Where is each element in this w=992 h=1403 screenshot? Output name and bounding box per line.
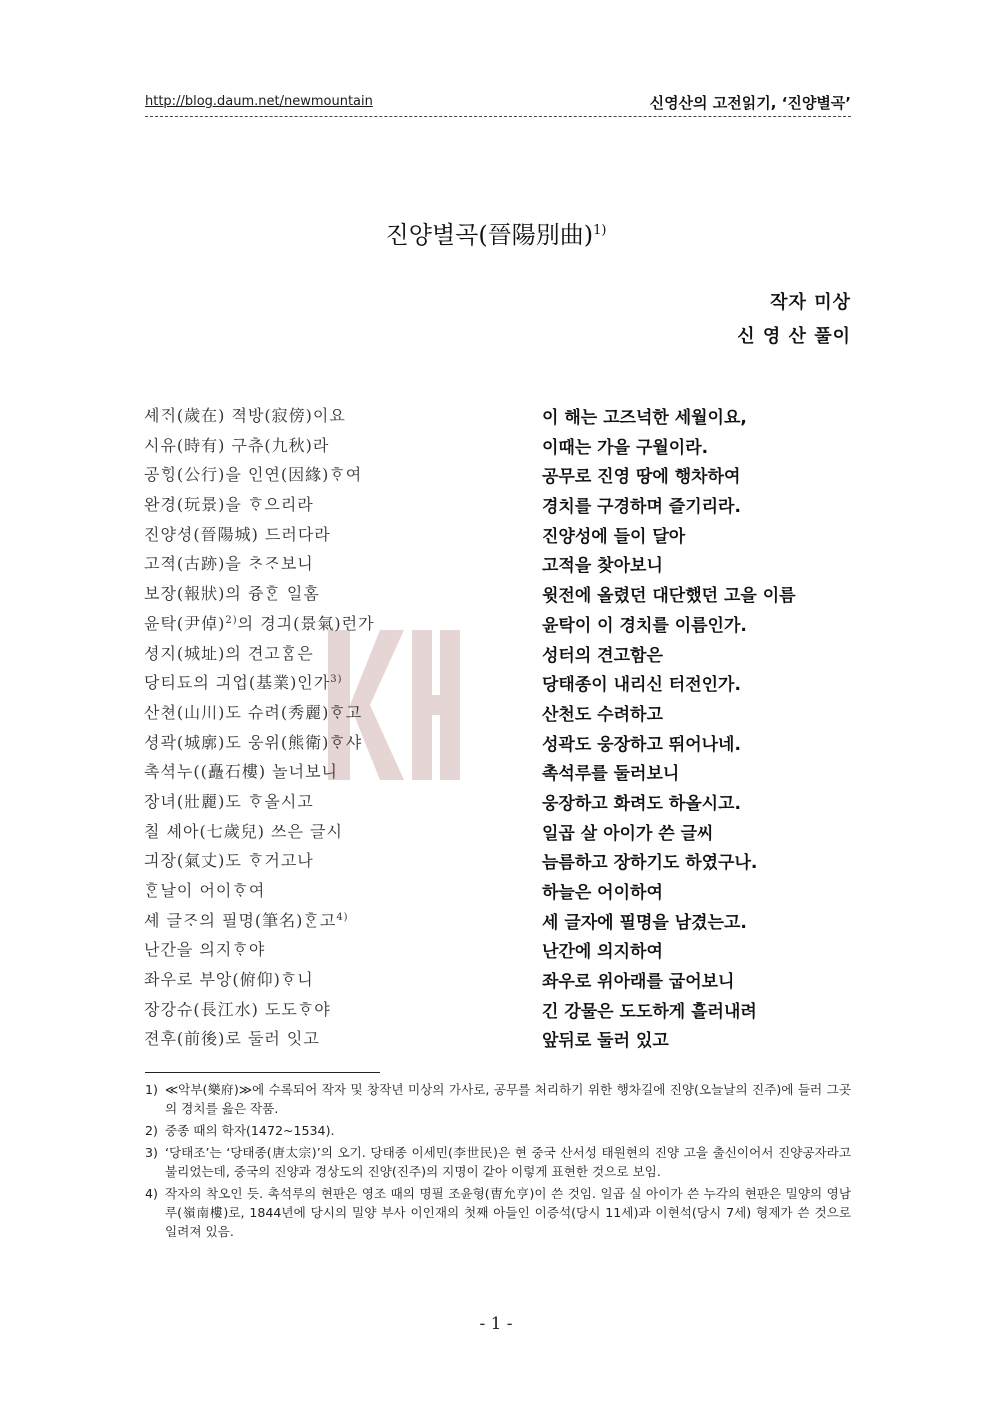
- poem-line: [144, 611, 864, 641]
- original-verse: [144, 551, 314, 574]
- poem-line: [144, 997, 864, 1027]
- original-text: ᄒᆞᆫ날이 어이ᄒᆞ여: [144, 881, 266, 900]
- translation-verse: 하늘은 어이하여: [542, 883, 663, 903]
- original-verse: [144, 908, 349, 931]
- original-verse: [144, 700, 362, 723]
- original-text: 칠 셰아(七歲兒) 쓰은 글시: [144, 821, 343, 841]
- original-verse: [144, 522, 331, 545]
- original-text: 완경(玩景)을 ᄒᆞ으리라: [144, 495, 314, 515]
- translation-verse: 경치를 구경하며 즐기리라.: [542, 497, 741, 518]
- poem-line: [144, 789, 864, 819]
- poem-line: [144, 670, 864, 700]
- poem-line: [144, 937, 864, 967]
- header-divider: [145, 116, 851, 117]
- original-verse: [144, 433, 329, 456]
- original-verse: [144, 730, 362, 753]
- footnote-item: [145, 1184, 851, 1241]
- original-verse: [144, 670, 342, 693]
- poem-line: [144, 641, 864, 671]
- original-text: 촉셕누((矗石樓) 놀너보니: [144, 762, 339, 782]
- poem-line: [144, 848, 864, 878]
- poem-line: [144, 700, 864, 730]
- title-footnote-mark: 1): [593, 223, 607, 238]
- translation-verse: 난간에 의지하여: [542, 942, 663, 963]
- original-verse: [144, 878, 265, 901]
- footnote-text: 중종 때의 학자(1472~1534).: [165, 1123, 335, 1138]
- original-text-continued: 의 경긔(景氣)런가: [237, 613, 375, 633]
- poem-line: [144, 908, 864, 938]
- translation-verse: 윗전에 올렸던 대단했던 고을 이름: [542, 586, 796, 607]
- translation-verse: 긴 강물은 도도하게 흘러내려: [542, 1001, 757, 1022]
- original-verse: [144, 581, 320, 604]
- footnote-text: 작자의 착오인 듯. 촉석루의 현판은 영조 때의 명필 조윤형(曺允亨)이 쓴 것임. 일곱 실 아이가 쓴 누각의 현판은 밀양의 영남루(嶺南樓)로, 1844년에 당시의 밀양 부사 이인재의 첫째 아들인 이증석(당시 11세)과 이현석(당시 7세) 형제가 쓴 것으로 일려져 있음.: [165, 1186, 851, 1239]
- footnote-item: [145, 1143, 851, 1181]
- original-verse: [144, 492, 314, 515]
- poem-line: [144, 462, 864, 492]
- original-text: 시유(時有) 구츄(九秋)라: [144, 435, 330, 455]
- translation-verse: 공무로 진영 땅에 행차하여: [542, 467, 741, 488]
- translation-verse: 고적을 찾아보니: [542, 556, 663, 577]
- footnote-divider: [145, 1072, 380, 1073]
- document-title: [0, 215, 992, 250]
- original-verse: [144, 462, 362, 485]
- translation-verse: 세 글자에 필명을 남겼는고.: [542, 912, 747, 933]
- footnote-number: 2): [145, 1123, 158, 1138]
- footnote-item: [145, 1121, 851, 1140]
- original-verse: [144, 641, 314, 664]
- author-line: 작자 미상: [770, 292, 851, 313]
- poem-line: [144, 878, 864, 908]
- translation-verse: 산천도 수려하고: [542, 704, 663, 725]
- series-title: 신영산의 고전읽기, ‘진양별곡’: [649, 94, 851, 112]
- translation-verse: 좌우로 위아래를 굽어보니: [542, 972, 735, 993]
- author-block: [737, 286, 851, 354]
- original-text: 좌우로 부앙(俯仰)ᄒᆞ니: [144, 970, 314, 990]
- translation-verse: 웅장하고 화려도 하올시고.: [542, 793, 741, 814]
- poem-line: [144, 967, 864, 997]
- original-text: 윤탁(尹倬): [144, 613, 226, 633]
- original-text: 장녀(壯麗)도 ᄒᆞ올시고: [144, 791, 314, 811]
- footnote-mark: 4): [336, 911, 349, 923]
- original-verse: [144, 848, 314, 871]
- blog-url-link[interactable]: http://blog.daum.net/newmountain: [145, 94, 373, 109]
- original-text: 진양셩(晉陽城) 드러다라: [144, 524, 331, 544]
- footnote-mark: 3): [330, 674, 343, 686]
- translator-line: 신 영 산 풀이: [737, 326, 851, 347]
- translation-verse: 윤탁이 이 경치를 이름인가.: [542, 615, 747, 636]
- poem-line: [144, 522, 864, 552]
- original-verse: [144, 937, 265, 960]
- original-text: 공ᄒᆡᆼ(公行)을 인연(因緣)ᄒᆞ여: [144, 465, 363, 485]
- translation-verse: 당태종이 내리신 터전인가.: [542, 675, 741, 696]
- footnote-item: [145, 1080, 851, 1118]
- original-text: 셩곽(城廓)도 웅위(熊衛)ᄒᆞ샤: [144, 732, 363, 752]
- page-number: - 1 -: [479, 1314, 513, 1334]
- footnote-text: ≪악부(樂府)≫에 수록되어 작자 및 창작년 미상의 가사로, 공무를 처리하기 위한 행차길에 진양(오늘날의 진주)에 들러 그곳의 경치를 읊은 작품.: [165, 1082, 851, 1116]
- footnote-number: 1): [145, 1082, 158, 1097]
- poem-line: [144, 819, 864, 849]
- poem-line: [144, 492, 864, 522]
- footnote-mark: 2): [225, 614, 238, 626]
- original-text: 산쳔(山川)도 슈려(秀麗)ᄒᆞ고: [144, 702, 363, 722]
- poem-line: [144, 581, 864, 611]
- original-verse: [144, 789, 314, 812]
- translation-verse: 앞뒤로 둘러 있고: [542, 1031, 669, 1052]
- poem-line: [144, 551, 864, 581]
- original-text: 당티됴의 긔업(基業)인가: [144, 673, 331, 693]
- translation-verse: 이때는 가을 구월이라.: [542, 437, 709, 458]
- original-text: 고젹(古跡)을 ᄎᆞᄌᆞ보니: [144, 554, 314, 574]
- original-text: 셰ᄌᆡ(歲在) 젹방(寂傍)이요: [144, 406, 346, 425]
- poem-line: [144, 433, 864, 463]
- poem-line: [144, 730, 864, 760]
- poem-line: [144, 403, 864, 433]
- original-text: 젼후(前後)로 둘러 잇고: [144, 1029, 320, 1049]
- original-text: 셩지(城址)의 견고ᄒᆞᆷ은: [144, 643, 314, 663]
- translation-verse: 성터의 견고함은: [542, 645, 663, 666]
- footnotes: [145, 1080, 851, 1244]
- translation-verse: 촉석루를 둘러보니: [542, 764, 680, 785]
- original-verse: [144, 759, 338, 782]
- original-verse: [144, 967, 314, 990]
- page-header: [145, 92, 851, 114]
- original-text: 보장(報狀)의 즁ᄒᆞᆫ 일홈: [144, 584, 320, 604]
- translation-verse: 진양성에 들이 달아: [542, 526, 686, 547]
- original-verse: [144, 819, 343, 842]
- original-verse: [144, 997, 331, 1020]
- footnote-number: 3): [145, 1145, 158, 1160]
- translation-verse: 성곽도 웅장하고 뛰어나네.: [542, 734, 741, 755]
- translation-verse: 일곱 살 아이가 쓴 글씨: [542, 823, 714, 844]
- original-verse: [144, 403, 346, 426]
- original-text: 긔장(氣丈)도 ᄒᆞ거고나: [144, 851, 314, 871]
- poem-body: [144, 403, 864, 1056]
- footnote-number: 4): [145, 1186, 158, 1201]
- original-text: 셰 글ᄌᆞ의 필명(筆名)ᄒᆞᆫ고: [144, 910, 337, 930]
- translation-verse: 늠름하고 장하기도 하였구나.: [542, 853, 758, 874]
- poem-line: [144, 1026, 864, 1056]
- original-verse: [144, 611, 375, 634]
- translation-verse: 이 해는 고즈넉한 세월이요,: [542, 408, 747, 428]
- poem-line: [144, 759, 864, 789]
- original-text: 난간을 의지ᄒᆞ야: [144, 940, 266, 960]
- footnote-text: ‘당태조’는 ‘당태종(唐太宗)’의 오기. 당태종 이세민(李世民)은 현 중국 산서성 태원현의 진양 고을 출신이어서 진양공자라고 불리었는데, 중국의 진양과 경상도의 진양(진주)의 지명이 같아 이렇게 표현한 것으로 보임.: [165, 1145, 851, 1179]
- title-text: 진양별곡(晉陽別曲): [385, 221, 594, 249]
- original-verse: [144, 1026, 320, 1049]
- original-text: 장강슈(長江水) 도도ᄒᆞ야: [144, 999, 331, 1019]
